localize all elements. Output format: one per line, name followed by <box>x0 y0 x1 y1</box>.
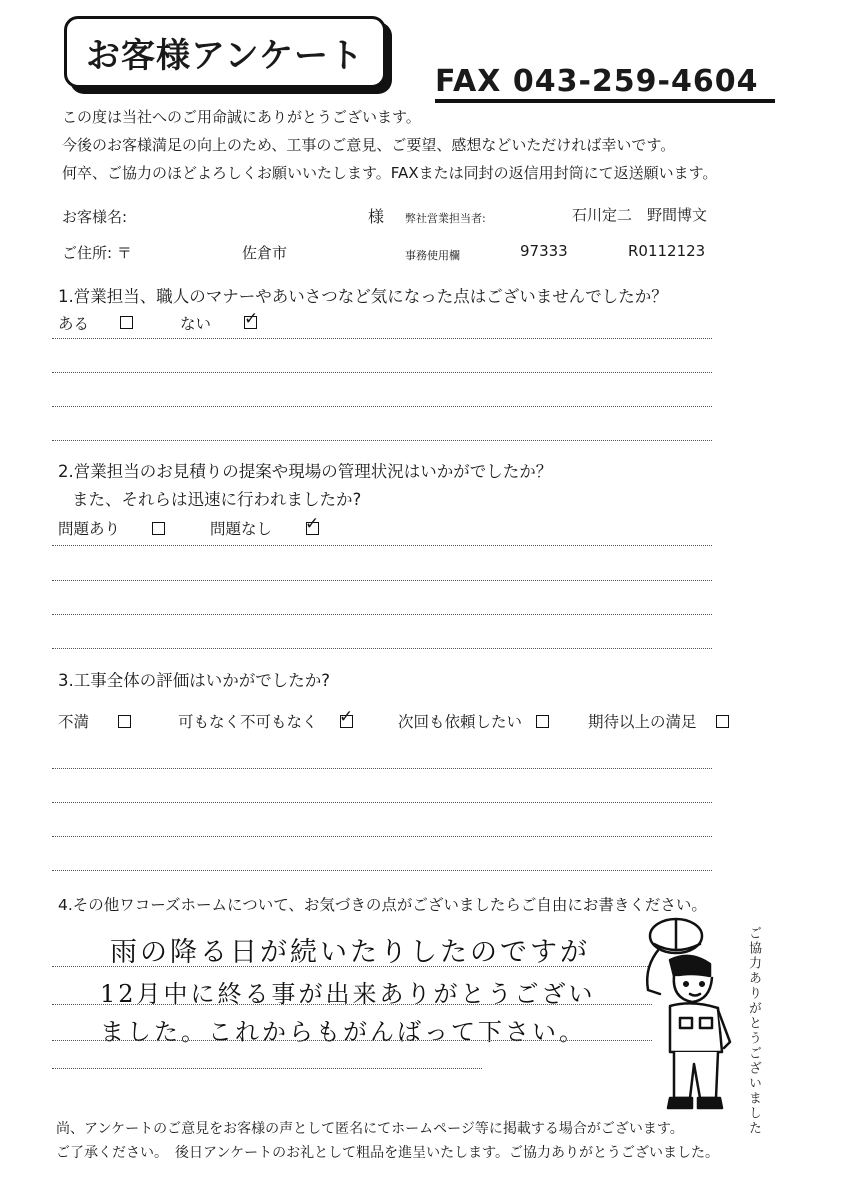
fax-number: FAX 043-259-4604 <box>435 64 759 99</box>
q3-option-checkbox[interactable] <box>118 715 131 728</box>
address-label: ご住所: 〒 <box>62 244 132 262</box>
answer-dotted-line <box>52 406 712 407</box>
answer-dotted-line <box>52 545 712 546</box>
customer-name-label: お客様名: <box>62 208 128 226</box>
worker-illustration-icon <box>630 914 742 1114</box>
intro-line-2: 今後のお客様満足の向上のため、工事のご意見、ご要望、感想などいただければ幸いです。 <box>62 136 676 154</box>
sales-rep-names: 石川定二 野間博文 <box>572 206 708 224</box>
answer-dotted-line <box>52 802 712 803</box>
fax-underline <box>435 99 775 103</box>
answer-dotted-line <box>52 648 712 649</box>
handwritten-answer-line: ました。これからもがんばって下さい。 <box>100 1018 586 1046</box>
office-code-2: R0112123 <box>628 242 706 260</box>
answer-dotted-line <box>52 580 712 581</box>
q2-check-mark: ✓ <box>305 514 320 534</box>
office-use-label: 事務使用欄 <box>405 249 460 262</box>
answer-dotted-line <box>52 372 712 373</box>
q4-question: 4.その他ワコーズホームについて、お気づきの点がございましたらご自由にお書きください。 <box>58 896 707 914</box>
answer-dotted-line <box>52 440 712 441</box>
q1-option-label: ある <box>58 315 90 333</box>
q3-check-mark: ✓ <box>339 707 354 727</box>
handwritten-answer-line: 12月中に終る事が出来ありがとうござい <box>100 980 596 1008</box>
answer-dotted-line <box>52 338 712 339</box>
q1-option-label: ない <box>180 315 212 333</box>
answer-dotted-line <box>52 1040 652 1041</box>
intro-line-3: 何卒、ご協力のほどよろしくお願いいたします。FAXまたは同封の返信用封筒にて返送願います。 <box>62 164 718 182</box>
office-code-1: 97333 <box>520 242 568 260</box>
thanks-vertical-text: ご協力ありがとうございました <box>746 926 761 1136</box>
footer-line-1: 尚、アンケートのご意見をお客様の声として匿名にてホームページ等に掲載する場合がございます。 <box>56 1121 684 1137</box>
answer-dotted-line <box>52 1004 652 1005</box>
q3-question: 3.工事全体の評価はいかがでしたか? <box>58 671 331 690</box>
answer-dotted-line <box>52 836 712 837</box>
q3-option-label: 次回も依頼したい <box>398 713 523 731</box>
q3-option-checkbox[interactable] <box>536 715 549 728</box>
q3-option-label: 可もなく不可もなく <box>178 713 318 731</box>
answer-dotted-line <box>52 1068 482 1069</box>
q2-question-line-1: 2.営業担当のお見積りの提案や現場の管理状況はいかがでしたか？ <box>58 462 553 481</box>
address-value: 佐倉市 <box>242 244 288 262</box>
survey-title-box <box>64 16 386 88</box>
q3-option-checkbox[interactable] <box>716 715 729 728</box>
q3-option-label: 不満 <box>58 713 90 731</box>
q1-option-checkbox[interactable] <box>120 316 133 329</box>
sales-rep-label: 弊社営業担当者: <box>405 212 486 225</box>
q2-question-line-2: また、それらは迅速に行われましたか? <box>72 490 362 509</box>
customer-suffix: 様 <box>368 207 385 226</box>
survey-title: お客様アンケート <box>86 35 364 76</box>
q1-check-mark: ✓ <box>244 309 259 329</box>
answer-dotted-line <box>52 614 712 615</box>
q3-option-label: 期待以上の満足 <box>588 713 697 731</box>
footer-line-2: ご了承ください。 後日アンケートのお礼として粗品を進呈いたします。ご協力ありがとうございました。 <box>56 1145 720 1161</box>
answer-dotted-line <box>52 966 652 967</box>
answer-dotted-line <box>52 768 712 769</box>
intro-line-1: この度は当社へのご用命誠にありがとうございます。 <box>62 108 421 126</box>
q2-option-label: 問題あり <box>58 520 121 538</box>
q2-option-checkbox[interactable] <box>152 522 165 535</box>
answer-dotted-line <box>52 870 712 871</box>
handwritten-answer-line: 雨の降る日が続いたりしたのですが <box>110 937 590 968</box>
q1-question: 1.営業担当、職人のマナーやあいさつなど気になった点はございませんでしたか？ <box>58 287 668 306</box>
q2-option-label: 問題なし <box>210 520 273 538</box>
